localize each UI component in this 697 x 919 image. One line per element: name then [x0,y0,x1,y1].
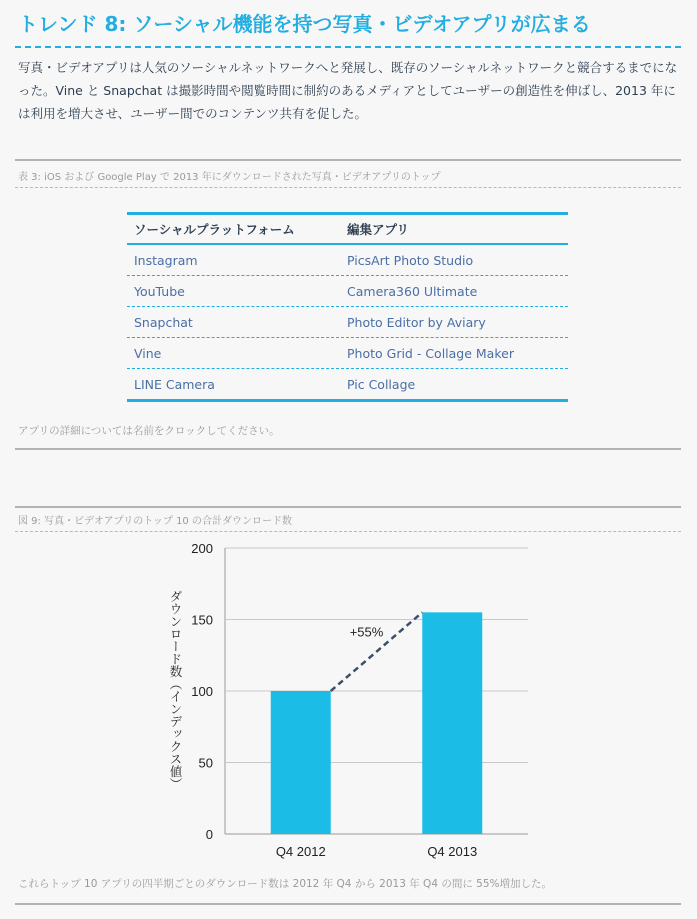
app-link-social[interactable]: Instagram [134,252,198,268]
table-row [127,369,568,399]
chart-footnote: これらトップ 10 アプリの四半期ごとのダウンロード数は 2012 年 Q4 から 2013 年 Q4 の間に 55%増加した。 [18,878,553,890]
table-note: アプリの詳細については名前をクロックしてください。 [18,425,280,437]
table-header-row [127,215,568,245]
chart-caption: 図 9: 写真・ビデオアプリのトップ 10 の合計ダウンロード数 [18,516,292,527]
downloads-bar-chart [0,538,697,868]
app-link-editing[interactable]: PicsArt Photo Studio [347,252,474,268]
y-tick-label: 150 [191,612,213,628]
app-link-social[interactable]: YouTube [134,283,185,299]
x-tick-label: Q4 2012 [275,844,326,859]
chart-grid [225,548,528,834]
bar-1 [271,691,331,834]
table-row [127,338,568,369]
app-link-social[interactable]: LINE Camera [134,376,215,392]
title-divider [15,46,681,48]
app-link-editing[interactable]: Camera360 Ultimate [347,283,478,299]
bar-2 [422,612,482,834]
intro-paragraph: 写真・ビデオアプリは人気のソーシャルネットワークへと発展し、既存のソーシャルネットワークと競合するまでになった。Vine と Snapchat は撮影時間や閲覧時間に制約のあるメディアとしてユーザーの創造性を伸ばし、2013 年には利用を増大させ、ユーザー間でのコンテンツ共有を促した。 [18,60,678,121]
column-header-editing: 編集アプリ [347,222,410,237]
column-header-social: ソーシャルプラットフォーム [134,222,295,237]
growth-annotation: +55% [349,624,384,640]
caption-divider [15,187,681,188]
app-link-editing[interactable]: Photo Grid - Collage Maker [347,345,514,361]
y-tick-label: 0 [205,827,213,842]
section-divider [15,448,681,450]
chart-bars [271,612,483,834]
table-row [127,276,568,307]
app-link-editing[interactable]: Pic Collage [347,376,416,392]
x-axis-ticks [276,844,477,859]
page-title: トレンド 8: ソーシャル機能を持つ写真・ビデオアプリが広まる [18,12,591,36]
table-caption: 表 3: iOS および Google Play で 2013 年にダウンロードされた写真・ビデオアプリのトップ [18,172,441,183]
y-tick-label: 50 [198,755,213,771]
x-tick-label: Q4 2013 [427,844,478,859]
caption-divider [15,531,681,532]
y-axis-label: ダウンロード数（インデックス値） [168,590,182,790]
section-divider [15,506,681,508]
y-axis-ticks [191,541,213,842]
y-tick-label: 100 [191,684,213,699]
section-divider [15,159,681,161]
app-link-social[interactable]: Snapchat [134,314,193,330]
section-divider [15,903,681,905]
table-row [127,245,568,276]
app-link-editing[interactable]: Photo Editor by Aviary [347,314,486,330]
apps-table [127,212,568,402]
app-link-social[interactable]: Vine [134,345,162,361]
table-row [127,307,568,338]
y-tick-label: 200 [191,541,213,556]
